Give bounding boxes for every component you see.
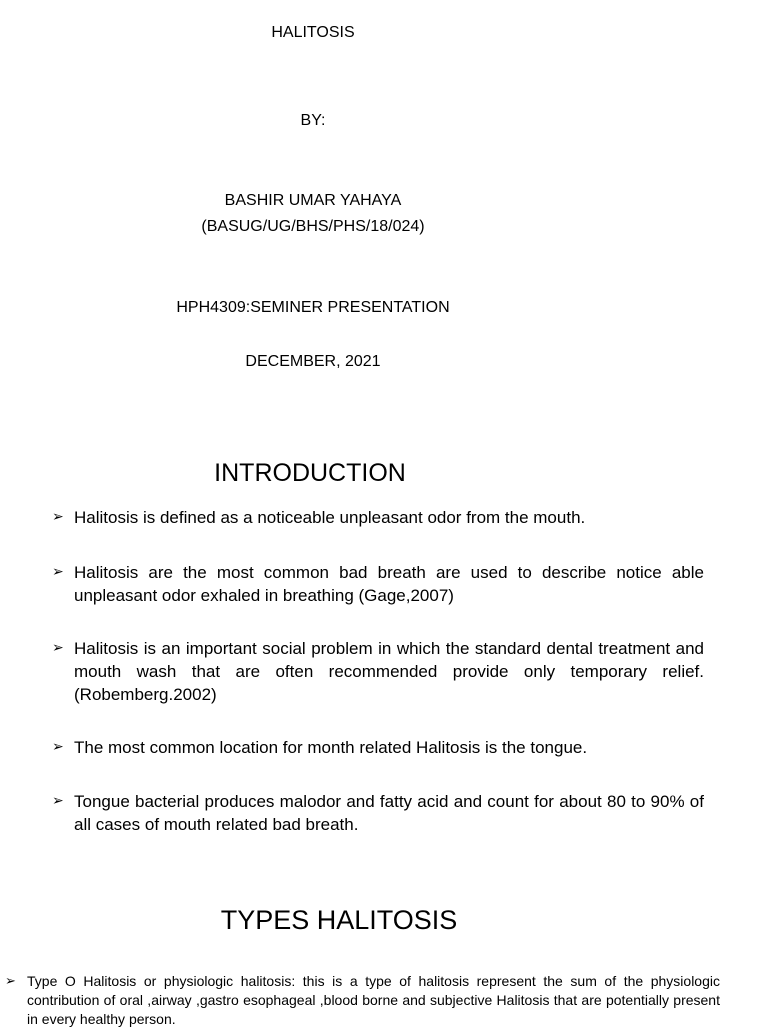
list-item — [52, 506, 704, 529]
bullet-arrow-icon: ➢ — [52, 639, 64, 655]
bullet-arrow-icon: ➢ — [5, 973, 16, 988]
bullet-arrow-icon: ➢ — [52, 792, 64, 808]
list-item-text: Type O Halitosis or physiologic halitosis: this is a type of halitosis represent the sum of the physiologic contribution of oral ,airway ,gastro esophageal ,blood borne and subjective Halitosis that are potentially present in every healthy person. — [27, 973, 720, 1027]
list-item — [52, 637, 704, 706]
author-name: BASHIR UMAR YAHAYA — [224, 192, 402, 209]
bullet-arrow-icon: ➢ — [52, 508, 64, 524]
list-item-text: Halitosis is defined as a noticeable unpleasant odor from the mouth. — [74, 508, 586, 527]
list-item-text: Halitosis is an important social problem in which the standard dental treatment and mouth wash that are often recommended provide only temporary relief. (Robemberg.2002) — [74, 639, 704, 704]
types-heading: TYPES HALITOSIS — [220, 905, 458, 935]
bullet-arrow-icon: ➢ — [52, 738, 64, 754]
list-item-text: The most common location for month related Halitosis is the tongue. — [74, 738, 588, 757]
list-item-text: Tongue bacterial produces malodor and fatty acid and count for about 80 to 90% of all cases of mouth related bad breath. — [74, 792, 704, 834]
by-label: BY: — [300, 112, 326, 129]
list-item — [5, 972, 720, 1029]
document-title: HALITOSIS — [271, 24, 355, 41]
introduction-heading: INTRODUCTION — [214, 459, 406, 487]
list-item — [52, 736, 704, 759]
registration-number: (BASUG/UG/BHS/PHS/18/024) — [201, 218, 425, 235]
bullet-arrow-icon: ➢ — [52, 563, 64, 579]
list-item — [52, 561, 704, 607]
presentation-date: DECEMBER, 2021 — [245, 353, 381, 370]
list-item-text: Halitosis are the most common bad breath are used to describe notice able unpleasant odor exhaled in breathing (Gage,2007) — [74, 563, 704, 605]
list-item — [52, 790, 704, 836]
course-title: HPH4309:SEMINER PRESENTATION — [176, 299, 450, 316]
